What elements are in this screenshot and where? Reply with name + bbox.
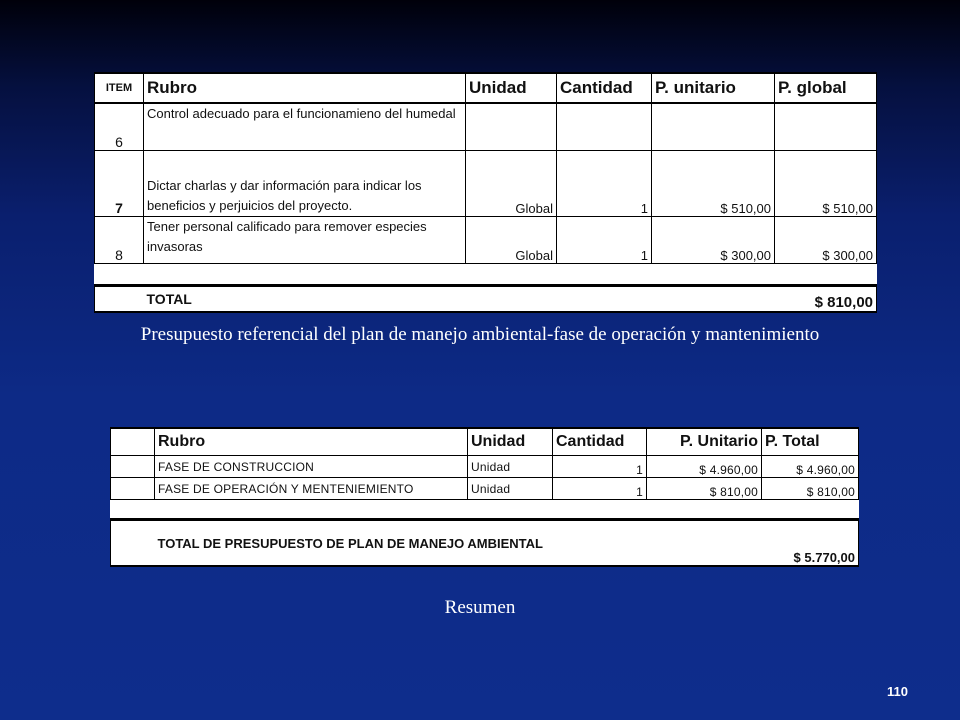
header-rubro: Rubro [155,428,468,456]
cell-p-total: $ 4.960,00 [762,456,859,478]
header-rubro: Rubro [144,73,466,103]
cell-cantidad: 1 [553,478,647,500]
cell-unidad: Unidad [468,456,553,478]
total-value: $ 810,00 [466,286,877,313]
table-row [95,103,877,151]
header-unidad: Unidad [466,73,557,103]
cell-p-unitario [652,103,775,151]
cell-p-unitario: $ 300,00 [652,217,775,264]
cell-cantidad [557,103,652,151]
cell-p-global: $ 300,00 [775,217,877,264]
total-row [111,520,859,567]
header-p-unitario: P. Unitario [647,428,762,456]
table-row [95,217,877,264]
cell-item: 6 [95,103,144,151]
caption-summary: Resumen [444,597,516,618]
cell-p-unitario: $ 510,00 [652,151,775,217]
header-p-unitario: P. unitario [652,73,775,103]
cell-p-global [775,103,877,151]
cell-rubro: Tener personal calificado para remover especies invasoras [144,217,466,264]
total-row [95,286,877,313]
header-cantidad: Cantidad [553,428,647,456]
cell-unidad: Unidad [468,478,553,500]
cell-item: 7 [95,151,144,217]
cell-unidad: Global [466,217,557,264]
table-header-row [111,428,859,456]
cell-p-unitario: $ 810,00 [647,478,762,500]
table-row [111,478,859,500]
summary-table [110,427,859,567]
table-header-row [95,73,877,103]
cell-p-unitario: $ 4.960,00 [647,456,762,478]
cell-item: 8 [95,217,144,264]
cell-rubro: Control adecuado para el funcionamieno del humedal [144,103,466,151]
header-cantidad: Cantidad [557,73,652,103]
cell-cantidad: 1 [553,456,647,478]
header-p-total: P. Total [762,428,859,456]
header-blank [111,428,155,456]
cell-cantidad: 1 [557,217,652,264]
caption-operation-budget: Presupuesto referencial del plan de manejo ambiental-fase de operación y mantenimiento [140,324,820,345]
total-label: TOTAL DE PRESUPUESTO DE PLAN DE MANEJO AMBIENTAL [155,520,553,567]
page-number: 110 [887,684,908,699]
header-item: ITEM [95,73,144,103]
cell-rubro: FASE DE OPERACIÓN Y MENTENIEMIENTO [155,478,468,500]
cell-rubro: Dictar charlas y dar información para indicar los beneficios y perjuicios del proyecto. [144,151,466,217]
header-unidad: Unidad [468,428,553,456]
budget-table-operation [94,72,877,313]
cell-unidad [466,103,557,151]
cell-unidad: Global [466,151,557,217]
cell-p-global: $ 510,00 [775,151,877,217]
table-row [111,456,859,478]
spacer-row [95,264,877,286]
cell-rubro: FASE DE CONSTRUCCION [155,456,468,478]
total-value: $ 5.770,00 [553,520,859,567]
cell-cantidad: 1 [557,151,652,217]
total-label: TOTAL [144,286,466,313]
header-p-global: P. global [775,73,877,103]
spacer-row [111,500,859,520]
table-row [95,151,877,217]
cell-p-total: $ 810,00 [762,478,859,500]
